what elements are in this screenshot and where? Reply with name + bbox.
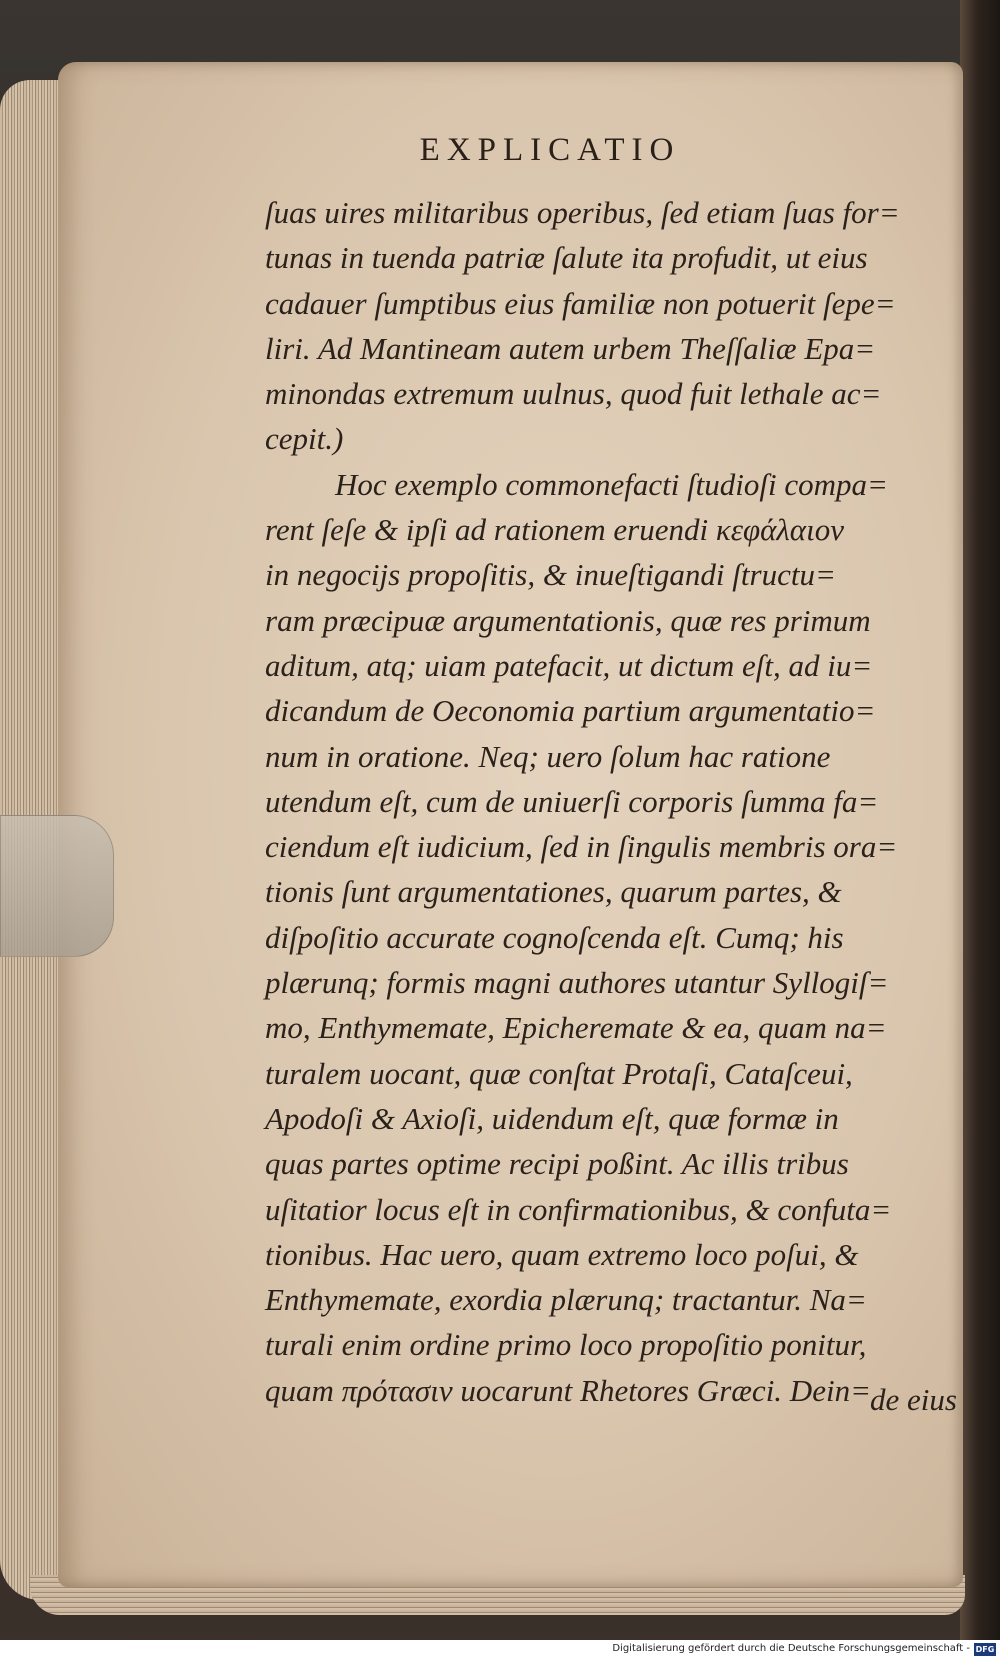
text-line: diſpoſitio accurate cognoſcenda eſt. Cumq; his [265,919,844,955]
book-cover-edge [960,0,1000,1640]
text-line: quam πρότασιν uocarunt Rhetores Græci. Dein= [265,1372,871,1408]
text-line: minondas extremum uulnus, quod fuit lethale ac= [265,376,882,412]
text-line: Enthymemate, exordia plærunq; tractantur. Na= [265,1282,867,1318]
text-line-paragraph-start: Hoc exemplo commonefacti ſtudioſi compa= [335,466,888,502]
text-line: plærunq; formis magni authores utantur Syllogiſ= [265,965,889,1001]
text-line: num in oratione. Neq; uero ſolum hac ratione [265,738,831,774]
text-line: ciendum eſt iudicium, ſed in ſingulis membris ora= [265,829,898,865]
running-heading: EXPLICATIO [419,132,681,168]
text-line: dicandum de Oeconomia partium argumentatio= [265,693,876,729]
text-line: tionis ſunt argumentationes, quarum partes, & [265,874,842,910]
text-line: aditum, atq; uiam patefacit, ut dictum eſt, ad iu= [265,647,873,683]
text-line: quas partes optime recipi poßint. Ac illis tribus [265,1146,849,1182]
body-text [265,190,965,1413]
funding-credit: Digitalisierung gefördert durch die Deutsche Forschungsgemeinschaft - [612,1643,970,1654]
text-line: ram præcipuæ argumentationis, quæ res primum [265,602,871,638]
catchword: de eius [870,1382,957,1417]
text-line: Apodoſi & Axioſi, uidendum eſt, quæ formæ in [265,1100,839,1136]
text-line: in negocijs propoſitis, & inueſtigandi ſtructu= [265,557,836,593]
text-line: utendum eſt, cum de uniuerſi corporis ſumma fa= [265,783,879,819]
text-line: cepit.) [265,421,344,457]
text-line: cadauer ſumptibus eius familiæ non potuerit ſepe= [265,285,896,321]
text-line: tionibus. Hac uero, quam extremo loco poſui, & [265,1236,859,1272]
dfg-logo: DFG [975,1645,995,1654]
text-line: ſuas uires militaribus operibus, ſed etiam ſuas for= [265,195,900,230]
text-line: tunas in tuenda patriæ ſalute ita profudit, ut eius [265,240,868,276]
text-line: turalem uocant, quæ conſtat Protaſi, Cataſceui, [265,1055,853,1091]
text-line: liri. Ad Mantineam autem urbem Theſſaliæ Epa= [265,330,876,366]
text-line: rent ſeſe & ipſi ad rationem eruendi κεφάλαιον [265,512,844,548]
text-line: mo, Enthymemate, Epicheremate & ea, quam na= [265,1010,887,1046]
text-line: uſitatior locus eſt in confirmationibus, & confuta= [265,1191,892,1227]
bookmark-clip [0,815,114,957]
text-line: turali enim ordine primo loco propoſitio ponitur, [265,1327,867,1363]
